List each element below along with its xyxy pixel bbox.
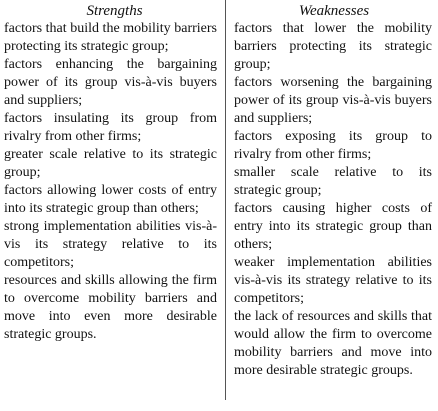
strengths-header: Strengths <box>86 3 143 19</box>
strength-item: strong implementation abilities vis-à-vis its strategy relative to its competitors; <box>4 219 217 270</box>
weakness-item: factors that lower the mobility barriers protecting its strategic group; <box>234 21 432 72</box>
weakness-item: smaller scale relative to its strategic group; <box>234 165 432 198</box>
strength-item: factors enhancing the bargaining power of its group vis-à-vis buyers and suppliers; <box>4 57 217 108</box>
weakness-item: factors exposing its group to rivalry from other firms; <box>234 129 432 162</box>
weakness-item: weaker implementation abilities vis-à-vis its strategy relative to its competitors; <box>234 255 432 306</box>
strengths-column <box>4 0 226 400</box>
strength-item: factors that build the mobility barriers protecting its strategic group; <box>4 21 217 54</box>
strength-item: resources and skills allowing the firm to overcome mobility barriers and move into even more desirable strategic groups. <box>4 273 217 342</box>
weaknesses-header: Weaknesses <box>298 3 370 19</box>
strength-item: greater scale relative to its strategic group; <box>4 147 217 180</box>
weakness-item: factors worsening the bargaining power of its group vis-à-vis buyers and suppliers; <box>234 75 432 126</box>
weakness-item: the lack of resources and skills that would allow the firm to overcome mobility barriers and move into more desirable strategic groups. <box>234 309 432 378</box>
weakness-item: factors causing higher costs of entry into its strategic group than others; <box>234 201 432 252</box>
strength-item: factors allowing lower costs of entry into its strategic group than others; <box>4 183 217 216</box>
weaknesses-column <box>234 0 434 400</box>
strength-item: factors insulating its group from rivalry from other firms; <box>4 111 217 144</box>
